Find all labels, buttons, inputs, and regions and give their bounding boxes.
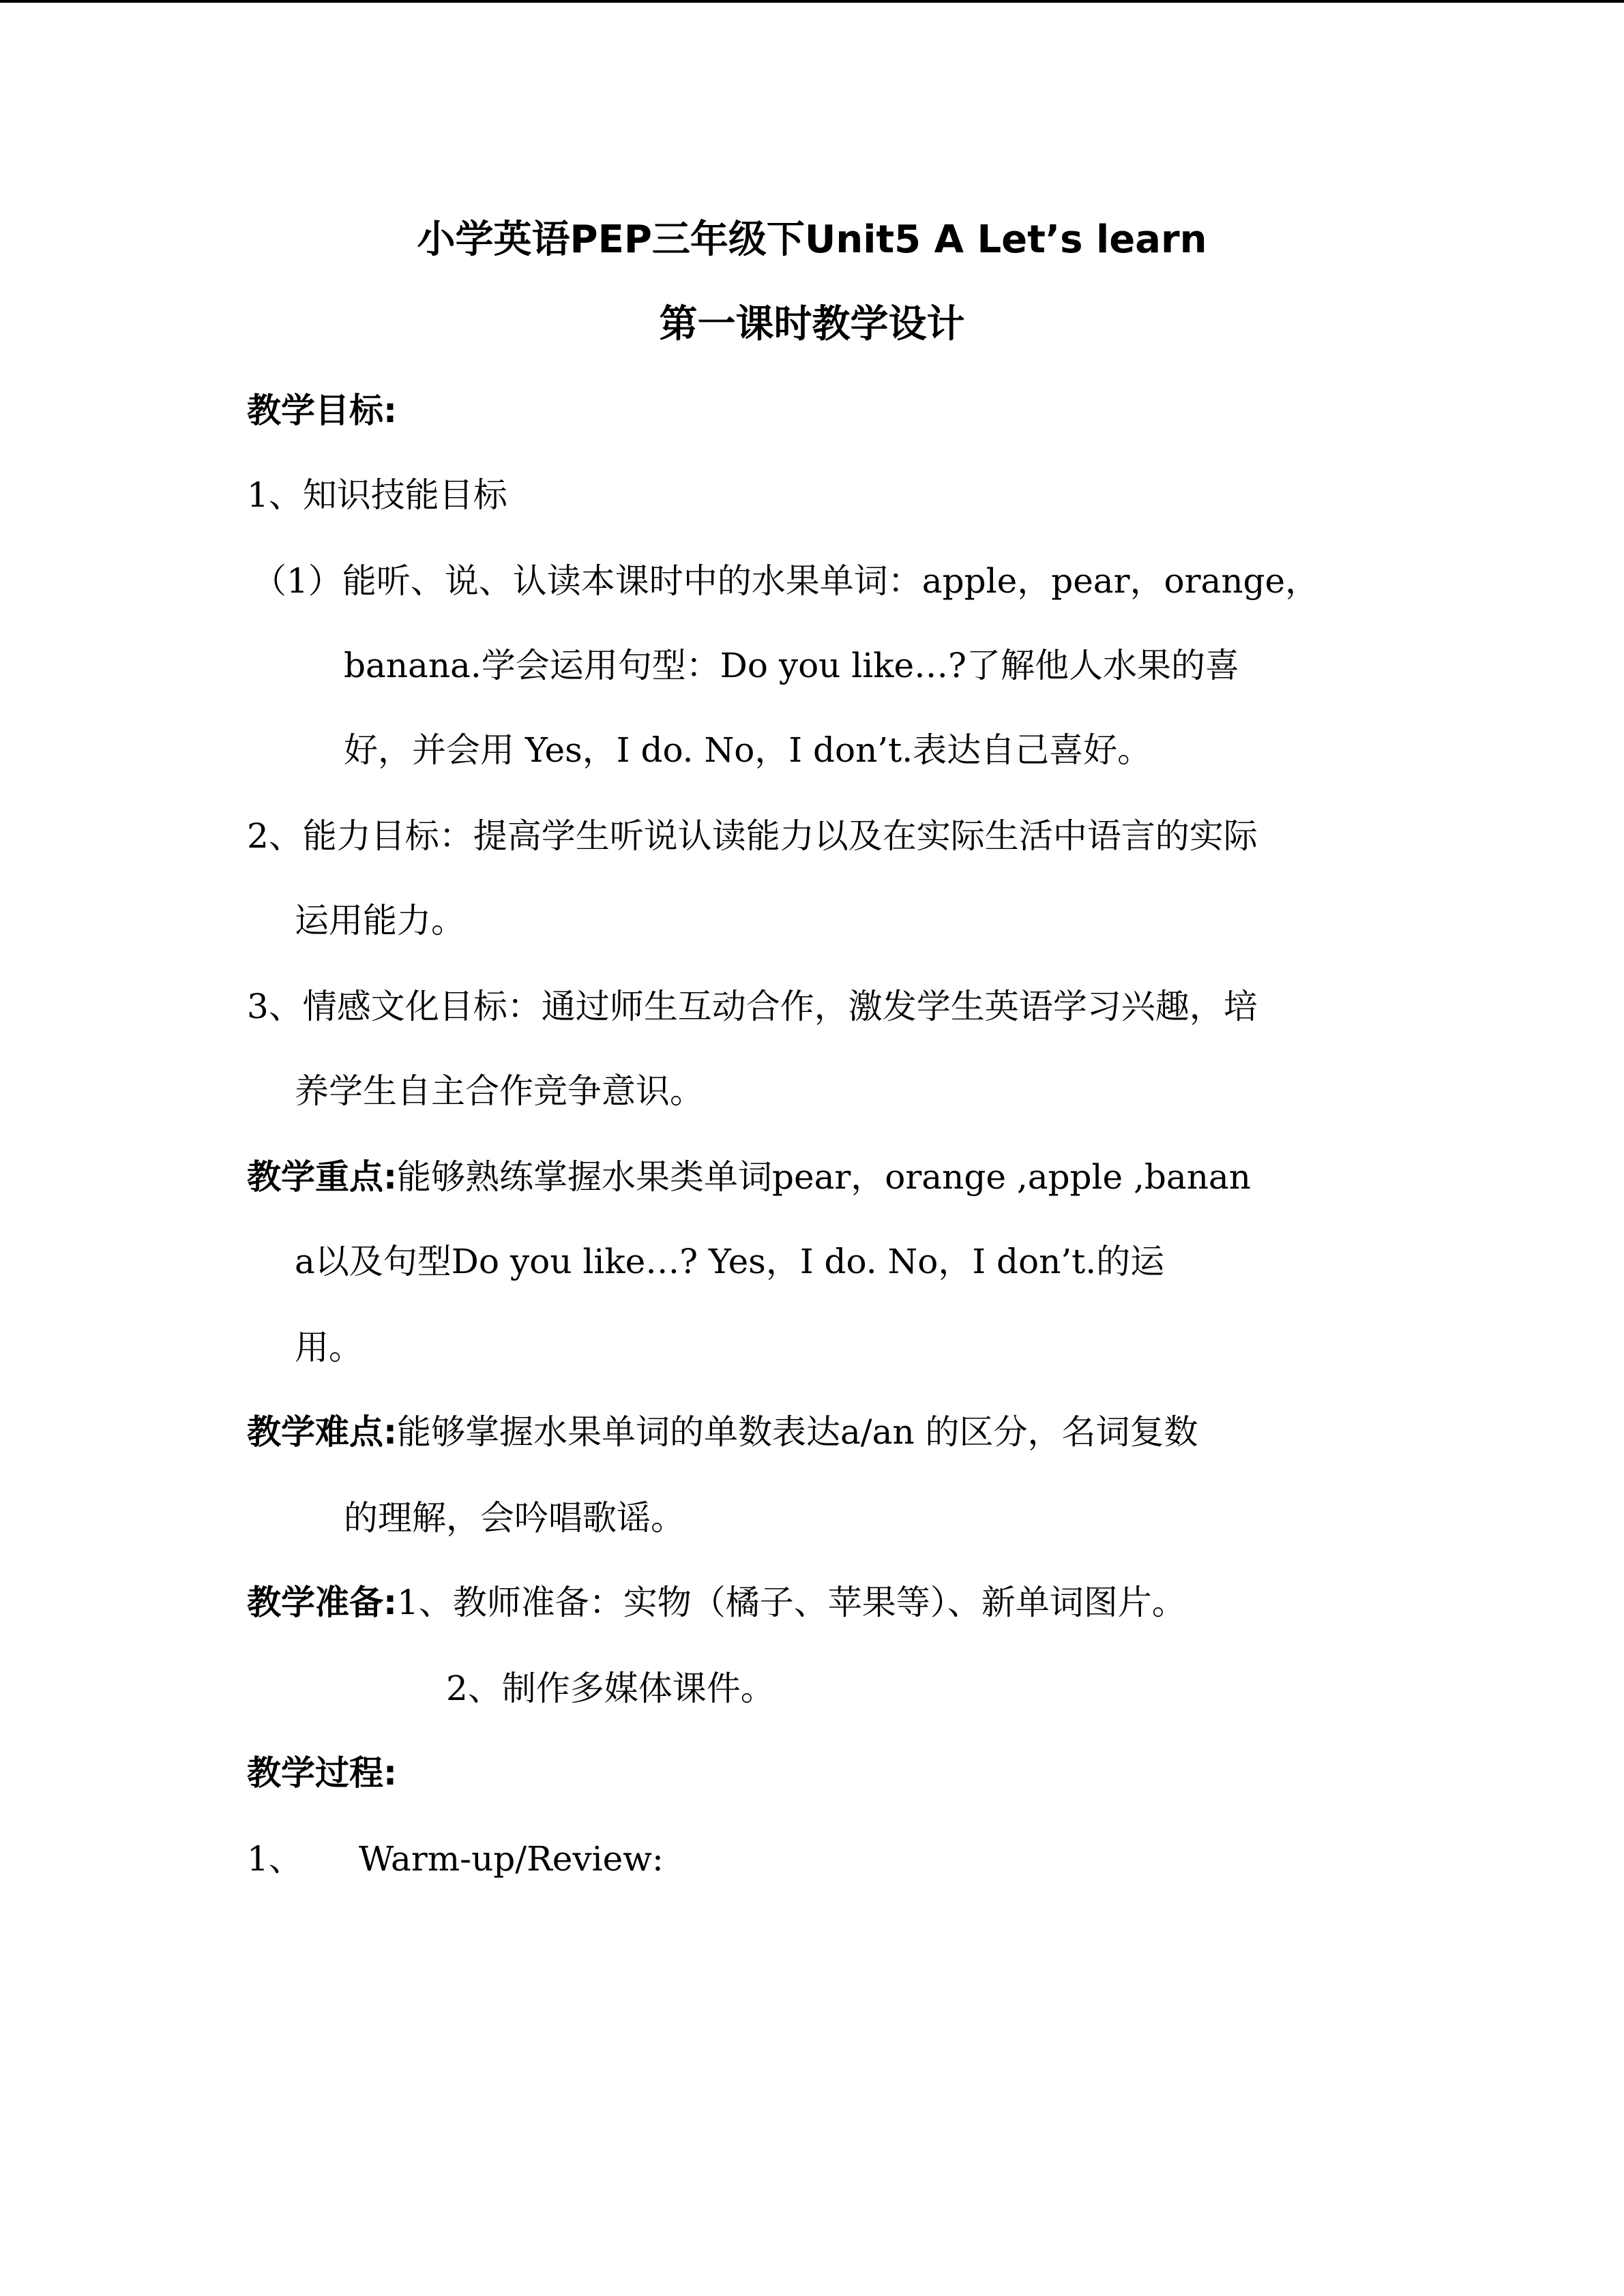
objective-1-sub-1-line-2: banana.学会运用句型：Do you like…?了解他人水果的喜 <box>344 646 1239 685</box>
key-points-label: 教学重点: <box>247 1157 397 1197</box>
difficulties-line-2: 的理解，会吟唱歌谣。 <box>344 1498 685 1538</box>
preparation-label: 教学准备: <box>247 1583 397 1622</box>
key-points-line-2: a以及句型Do you like…? Yes，I do. No，I don’t.的运 <box>295 1242 1165 1281</box>
objective-2-line-1: 2、能力目标：提高学生听说认读能力以及在实际生活中语言的实际 <box>247 816 1258 856</box>
step-1-number: 1、 <box>247 1839 303 1879</box>
objective-1-sub-1-line-3: 好，并会用 Yes，I do. No，I don’t.表达自己喜好。 <box>344 730 1152 770</box>
preparation-row-1 <box>247 1582 1186 1623</box>
objective-1-heading: 1、知识技能目标 <box>247 475 507 515</box>
difficulties-row-1 <box>247 1412 1198 1452</box>
document-subtitle: 第一课时教学设计 <box>659 302 965 346</box>
step-1-label: Warm-up/Review: <box>359 1839 664 1879</box>
key-points-row-1 <box>247 1157 1251 1197</box>
document-title: 小学英语PEP三年级下Unit5 A Let’s learn <box>417 218 1207 262</box>
objective-2-line-2: 运用能力。 <box>295 901 465 940</box>
difficulties-text-1: 能够掌握水果单词的单数表达a/an 的区分，名词复数 <box>397 1412 1198 1452</box>
process-heading: 教学过程: <box>247 1753 397 1793</box>
objective-3-line-2: 养学生自主合作竞争意识。 <box>295 1071 704 1111</box>
objectives-heading: 教学目标: <box>247 391 397 430</box>
top-border-line <box>0 0 1624 3</box>
preparation-text-1: 1、教师准备：实物（橘子、苹果等）、新单词图片。 <box>397 1583 1186 1622</box>
key-points-line-3: 用。 <box>295 1328 363 1367</box>
preparation-line-2: 2、制作多媒体课件。 <box>446 1669 775 1708</box>
objective-1-sub-1-line-1: （1）能听、说、认读本课时中的水果单词：apple，pear，orange， <box>252 561 1320 601</box>
objective-3-line-1: 3、情感文化目标：通过师生互动合作，激发学生英语学习兴趣，培 <box>247 987 1258 1026</box>
key-points-text-1: 能够熟练掌握水果类单词pear，orange ,apple ,banan <box>397 1157 1251 1197</box>
difficulties-label: 教学难点: <box>247 1412 397 1452</box>
